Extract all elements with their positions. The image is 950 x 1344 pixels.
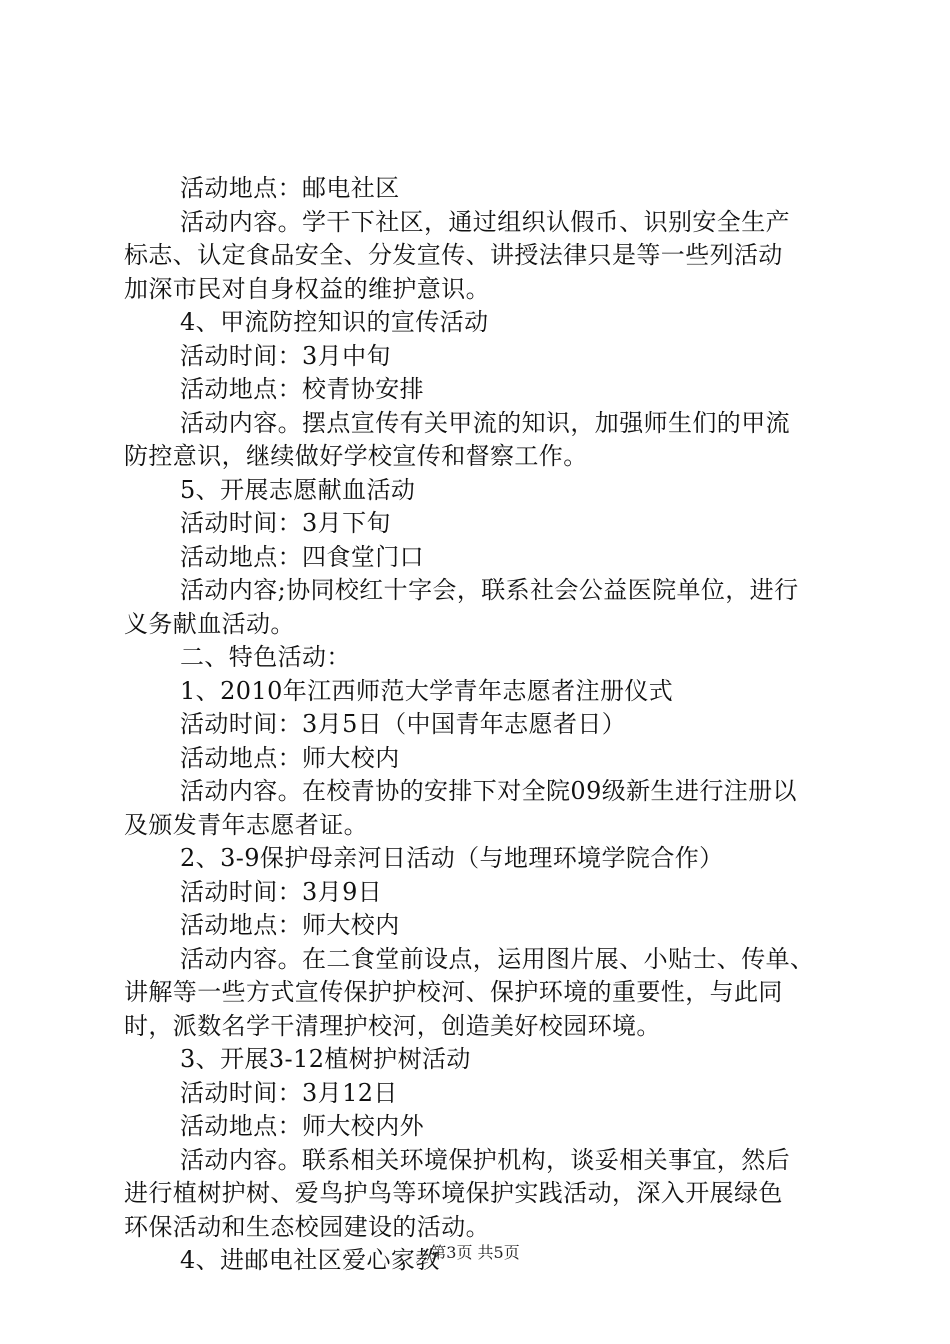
body-text bbox=[124, 172, 832, 1278]
text-line: 讲解等一些方式宣传保护护校河、保护环境的重要性，与此同 bbox=[124, 978, 783, 1006]
text-line: 活动内容。联系相关环境保护机构，谈妥相关事宜，然后 bbox=[180, 1145, 790, 1174]
text-line: 活动时间：3月12日 bbox=[180, 1078, 398, 1107]
text-line: 活动内容;协同校红十字会，联系社会公益医院单位，进行 bbox=[180, 576, 799, 604]
text-line: 活动地点：师大校内 bbox=[180, 911, 400, 939]
text-line: 活动地点：邮电社区 bbox=[180, 174, 400, 202]
text-line: 1、2010年江西师范大学青年志愿者注册仪式 bbox=[180, 676, 674, 705]
text-line: 2、3-9保护母亲河日活动（与地理环境学院合作） bbox=[180, 844, 724, 872]
text-line: 活动地点：师大校内外 bbox=[180, 1112, 424, 1140]
text-line: 二、特色活动： bbox=[180, 643, 351, 671]
text-line: 活动时间：3月下旬 bbox=[180, 509, 391, 537]
text-line: 加深市民对自身权益的维护意识。 bbox=[124, 274, 490, 303]
text-line: 防控意识，继续做好学校宣传和督察工作。 bbox=[124, 442, 588, 470]
text-line: 3、开展3-12植树护树活动 bbox=[180, 1045, 471, 1073]
text-line: 活动地点：校青协安排 bbox=[180, 375, 424, 403]
text-line: 时，派数名学干清理护校河，创造美好校园环境。 bbox=[124, 1011, 661, 1040]
page-footer: 第3页 共5页 bbox=[430, 1243, 520, 1262]
text-line: 4、进邮电社区爱心家教 bbox=[180, 1246, 440, 1274]
text-line: 活动地点：四食堂门口 bbox=[180, 542, 424, 571]
text-line: 活动时间：3月5日（中国青年志愿者日） bbox=[180, 710, 627, 738]
text-line: 义务献血活动。 bbox=[124, 609, 295, 638]
text-line: 标志、认定食品安全、分发宣传、讲授法律只是等一些列活动 bbox=[124, 241, 783, 269]
text-line: 环保活动和生态校园建设的活动。 bbox=[124, 1212, 490, 1241]
text-line: 活动时间：3月中旬 bbox=[180, 341, 391, 370]
text-line: 4、甲流防控知识的宣传活动 bbox=[180, 308, 489, 336]
text-line: 进行植树护树、爱鸟护鸟等环境保护实践活动，深入开展绿色 bbox=[124, 1179, 783, 1207]
text-line: 及颁发青年志愿者证。 bbox=[124, 810, 368, 839]
text-line: 活动地点：师大校内 bbox=[180, 743, 400, 772]
text-line: 活动内容。在校青协的安排下对全院09级新生进行注册以 bbox=[180, 777, 797, 805]
text-line: 活动内容。摆点宣传有关甲流的知识，加强师生们的甲流 bbox=[180, 408, 790, 437]
text-line: 5、开展志愿献血活动 bbox=[180, 475, 416, 504]
text-line: 活动内容。学干下社区，通过组织认假币、识别安全生产 bbox=[180, 207, 790, 236]
text-line: 活动时间：3月9日 bbox=[180, 877, 383, 906]
text-line: 活动内容。在二食堂前设点，运用图片展、小贴士、传单、 bbox=[180, 944, 815, 973]
